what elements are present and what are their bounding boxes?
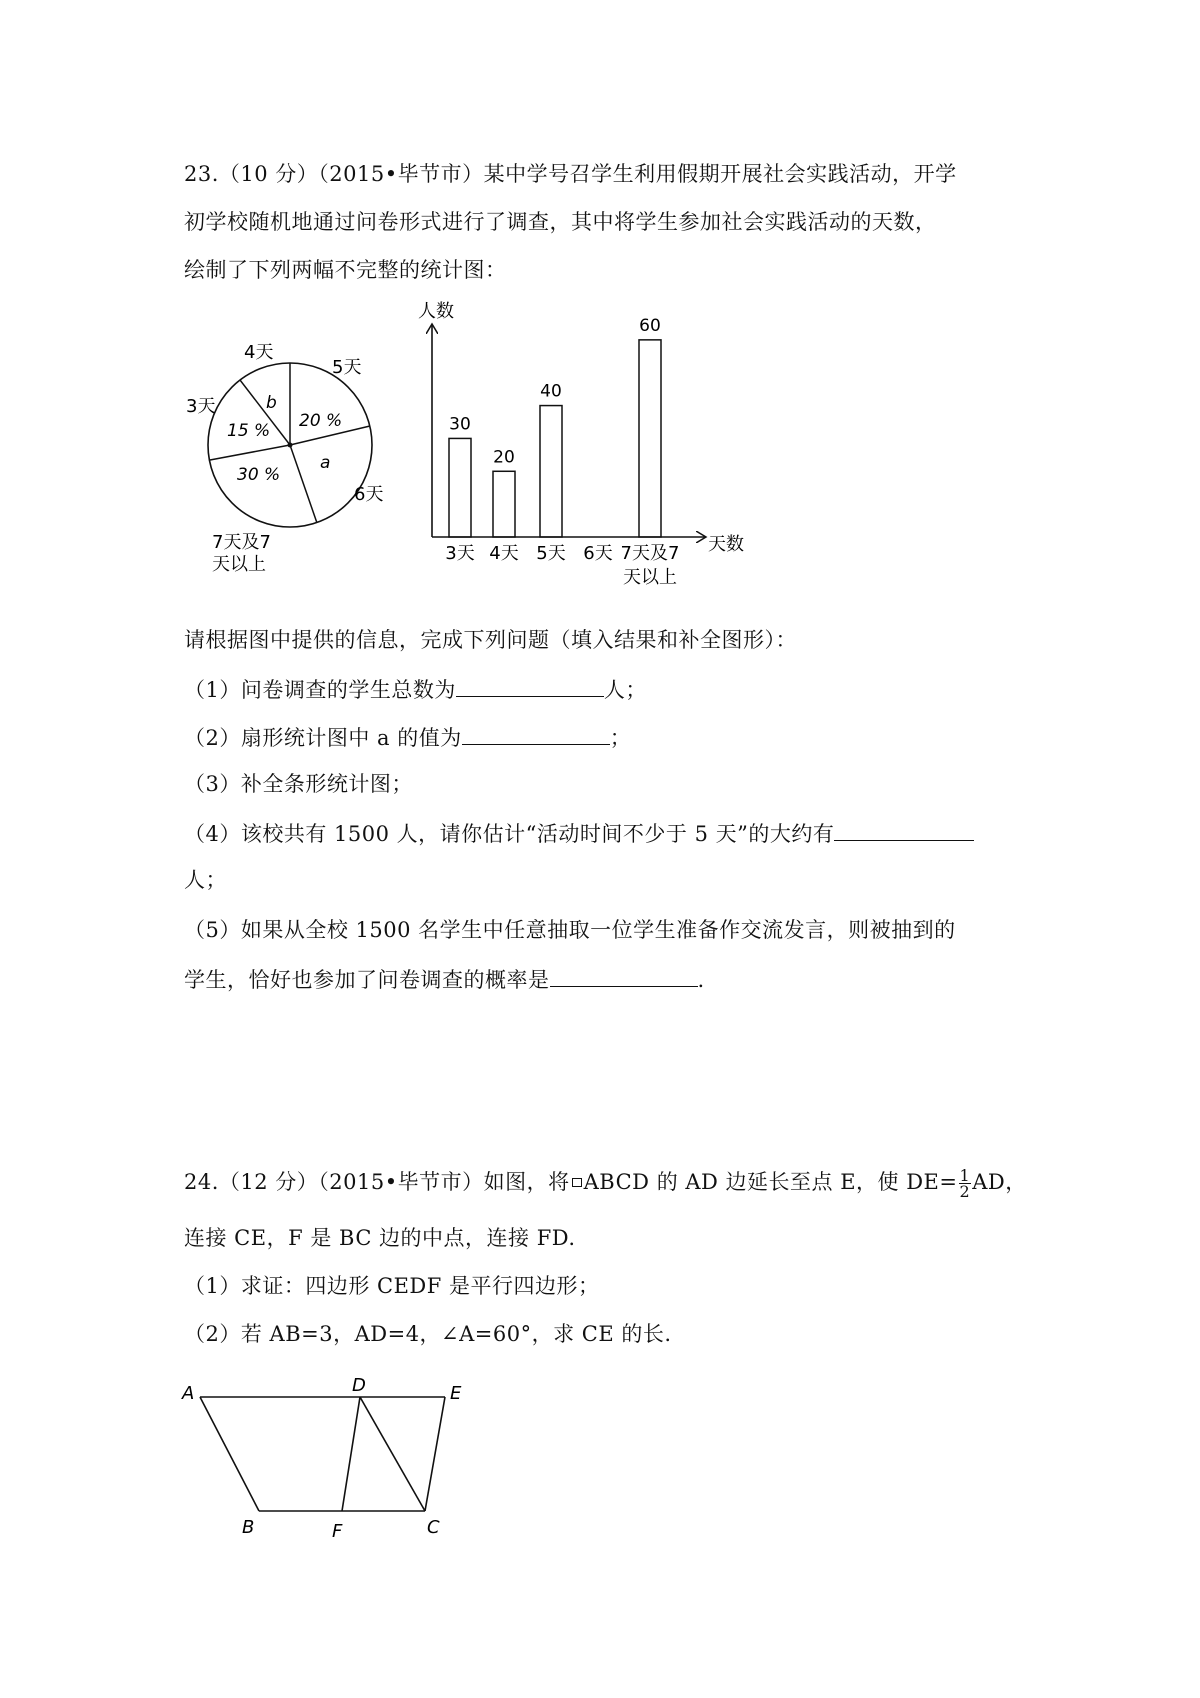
q23-part-2-text: （2）扇形统计图中 a 的值为 — [184, 726, 462, 750]
point-b-label: B — [242, 1517, 255, 1538]
parallelogram-icon — [572, 1178, 582, 1187]
point-c-label: C — [427, 1517, 440, 1538]
answer-blank-2[interactable] — [462, 722, 610, 745]
fraction-denominator: 2 — [959, 1182, 971, 1201]
tick-label-3: 5天 — [536, 543, 566, 564]
bar-chart — [410, 295, 770, 600]
fraction-numerator: 1 — [959, 1166, 971, 1185]
x-axis-label: 天数 — [708, 534, 744, 555]
pie-chart — [182, 340, 402, 580]
q23-part-3: （3）补全条形统计图； — [184, 772, 413, 796]
pie-label-4days: 4天 — [244, 342, 274, 363]
q23-part-4-text: （4）该校共有 1500 人，请你估计“活动时间不少于 5 天”的大约有 — [184, 822, 835, 846]
pie-label-7days-1: 7天及7 — [212, 532, 271, 553]
q23-part-1-tail: 人； — [603, 678, 647, 702]
q24-line-1-b: ABCD 的 AD 边延长至点 E，使 DE= — [583, 1170, 958, 1194]
pie-label-5days: 5天 — [332, 357, 362, 378]
tick-label-4: 6天 — [583, 543, 613, 564]
q24-part-1: （1）求证：四边形 CEDF 是平行四边形； — [184, 1274, 600, 1298]
parallelogram-figure — [180, 1375, 470, 1540]
bar-value-label-5: 60 — [639, 315, 661, 336]
pie-label-7days-2: 天以上 — [212, 554, 266, 575]
q24-line-1-a: 24.（12 分）（2015•毕节市）如图，将 — [184, 1170, 570, 1194]
q23-intro: 请根据图中提供的信息，完成下列问题（填入结果和补全图形）： — [184, 628, 797, 652]
q23-part-1-text: （1）问卷调查的学生总数为 — [184, 678, 456, 702]
q23-part-5-text: 学生，恰好也参加了问卷调查的概率是 — [184, 968, 550, 992]
point-f-label: F — [332, 1521, 343, 1540]
q23-part-5-line2 — [184, 964, 705, 994]
bar-value-label-3: 40 — [540, 381, 562, 402]
answer-blank-4[interactable] — [834, 818, 974, 841]
y-axis-label: 人数 — [418, 301, 454, 322]
answer-blank-5[interactable] — [550, 964, 698, 987]
q23-part-4 — [184, 818, 974, 848]
point-e-label: E — [450, 1383, 462, 1404]
pie-inner-a: a — [320, 453, 331, 473]
bar-value-label-1: 30 — [449, 414, 471, 435]
q24-line-1 — [184, 1168, 1027, 1199]
fraction-one-half — [959, 1168, 972, 1199]
q23-part-4-tail: 人； — [184, 868, 227, 892]
q23-line-1: 23.（10 分）（2015•毕节市）某中学号召学生利用假期开展社会实践活动，开学 — [184, 162, 957, 186]
bar-2 — [493, 471, 515, 537]
pie-label-6days: 6天 — [354, 484, 384, 505]
q23-part-1 — [184, 674, 647, 704]
point-d-label: D — [352, 1375, 366, 1396]
q23-part-5: （5）如果从全校 1500 名学生中任意抽取一位学生准备作交流发言，则被抽到的 — [184, 918, 956, 942]
bar-value-label-2: 20 — [493, 447, 515, 468]
tick-label-2: 4天 — [489, 543, 519, 564]
answer-blank-1[interactable] — [456, 674, 604, 697]
tick-label-1: 3天 — [445, 543, 475, 564]
pie-inner-20: 20 % — [299, 411, 343, 431]
bar-1 — [449, 438, 471, 537]
pie-inner-15: 15 % — [227, 421, 271, 441]
tick-label-7days-line2: 天以上 — [623, 567, 677, 588]
q23-part-5-tail: . — [697, 968, 705, 992]
q23-line-2: 初学校随机地通过问卷形式进行了调查，其中将学生参加社会实践活动的天数， — [184, 210, 937, 234]
q24-line-1-c: AD， — [972, 1170, 1027, 1194]
bar-3 — [540, 406, 562, 537]
q24-line-2: 连接 CE，F 是 BC 边的中点，连接 FD. — [184, 1226, 576, 1250]
point-a-label: A — [182, 1383, 195, 1404]
q23-part-2 — [184, 722, 631, 752]
q23-part-2-tail: ； — [609, 726, 632, 750]
q23-line-3: 绘制了下列两幅不完整的统计图： — [184, 258, 507, 282]
pie-inner-b: b — [266, 393, 277, 413]
pie-inner-30: 30 % — [237, 465, 281, 485]
bar-5 — [639, 340, 661, 537]
tick-label-7days-line1: 7天及7 — [620, 543, 680, 564]
pie-label-3days: 3天 — [186, 396, 216, 417]
q24-part-2: （2）若 AB=3，AD=4，∠A=60°，求 CE 的长. — [184, 1322, 672, 1346]
